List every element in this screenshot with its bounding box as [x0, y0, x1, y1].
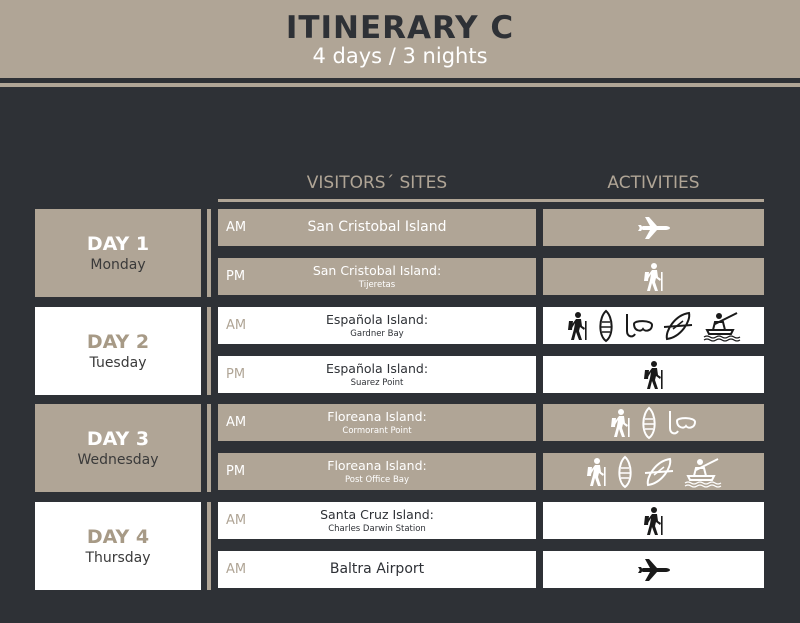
time-of-day: AM	[226, 220, 247, 235]
column-header-rule	[218, 199, 764, 202]
activities-cell	[543, 356, 764, 393]
day-label: DAY 3	[86, 428, 150, 450]
page-title: ITINERARY C	[285, 10, 515, 46]
time-of-day: PM	[226, 367, 246, 382]
site-name: Santa Cruz Island:	[320, 507, 434, 522]
activities-cell	[543, 404, 764, 441]
hiking-icon	[610, 408, 632, 438]
page-subtitle: 4 days / 3 nights	[312, 44, 488, 68]
site-detail: Suarez Point	[350, 378, 404, 388]
kayak-icon	[661, 309, 695, 343]
site-name: Baltra Airport	[329, 561, 425, 577]
site-cell	[218, 502, 536, 539]
day-box	[35, 502, 201, 590]
site-cell	[218, 551, 536, 588]
site-detail: Charles Darwin Station	[328, 524, 426, 534]
day-weekday: Thursday	[85, 550, 151, 566]
day-box	[35, 307, 201, 395]
day-box	[35, 404, 201, 492]
site-detail: Post Office Bay	[344, 475, 410, 485]
day-label: DAY 2	[86, 331, 150, 353]
site-name: Española Island:	[325, 312, 429, 327]
column-header-activities: ACTIVITIES	[607, 173, 700, 193]
site-name: Floreana Island:	[327, 409, 427, 424]
panga-icon	[614, 455, 636, 489]
site-cell	[218, 356, 536, 393]
site-detail: Tijeretas	[358, 280, 396, 290]
airplane-icon	[637, 216, 671, 240]
site-name: San Cristobal Island	[307, 219, 447, 235]
kayak-icon	[642, 455, 676, 489]
snorkel-icon	[623, 311, 655, 341]
site-cell	[218, 209, 536, 246]
hiking-icon	[643, 360, 665, 390]
time-of-day: AM	[226, 415, 247, 430]
activities-cell	[543, 453, 764, 490]
activities-cell	[543, 502, 764, 539]
column-header-sites: VISITORS´ SITES	[306, 173, 448, 193]
hiking-icon	[567, 311, 589, 341]
snorkel-icon	[666, 408, 698, 438]
activities-cell	[543, 307, 764, 344]
hiking-icon	[643, 262, 665, 292]
site-cell	[218, 258, 536, 295]
activities-cell	[543, 258, 764, 295]
paddleboard-icon	[701, 310, 741, 342]
time-of-day: PM	[226, 464, 246, 479]
activities-cell	[543, 209, 764, 246]
day-separator-bar	[207, 404, 211, 492]
time-of-day: AM	[226, 513, 247, 528]
day-box	[35, 209, 201, 297]
airplane-icon	[637, 558, 671, 582]
day-separator-bar	[207, 307, 211, 395]
time-of-day: AM	[226, 318, 247, 333]
activities-cell	[543, 551, 764, 588]
paddleboard-icon	[682, 456, 722, 488]
day-label: DAY 4	[86, 526, 150, 548]
time-of-day: PM	[226, 269, 246, 284]
day-label: DAY 1	[86, 233, 150, 255]
time-of-day: AM	[226, 562, 247, 577]
day-weekday: Wednesday	[77, 452, 159, 468]
panga-icon	[638, 406, 660, 440]
hiking-icon	[643, 506, 665, 536]
header-divider	[0, 83, 800, 87]
site-name: San Cristobal Island:	[312, 263, 442, 278]
day-weekday: Monday	[90, 257, 146, 273]
site-name: Floreana Island:	[327, 458, 427, 473]
site-detail: Gardner Bay	[350, 329, 404, 339]
site-cell	[218, 453, 536, 490]
day-separator-bar	[207, 209, 211, 297]
hiking-icon	[586, 457, 608, 487]
site-cell	[218, 307, 536, 344]
day-separator-bar	[207, 502, 211, 590]
day-weekday: Tuesday	[89, 355, 147, 371]
site-cell	[218, 404, 536, 441]
site-detail: Cormorant Point	[342, 426, 412, 436]
panga-icon	[595, 309, 617, 343]
site-name: Española Island:	[325, 361, 429, 376]
